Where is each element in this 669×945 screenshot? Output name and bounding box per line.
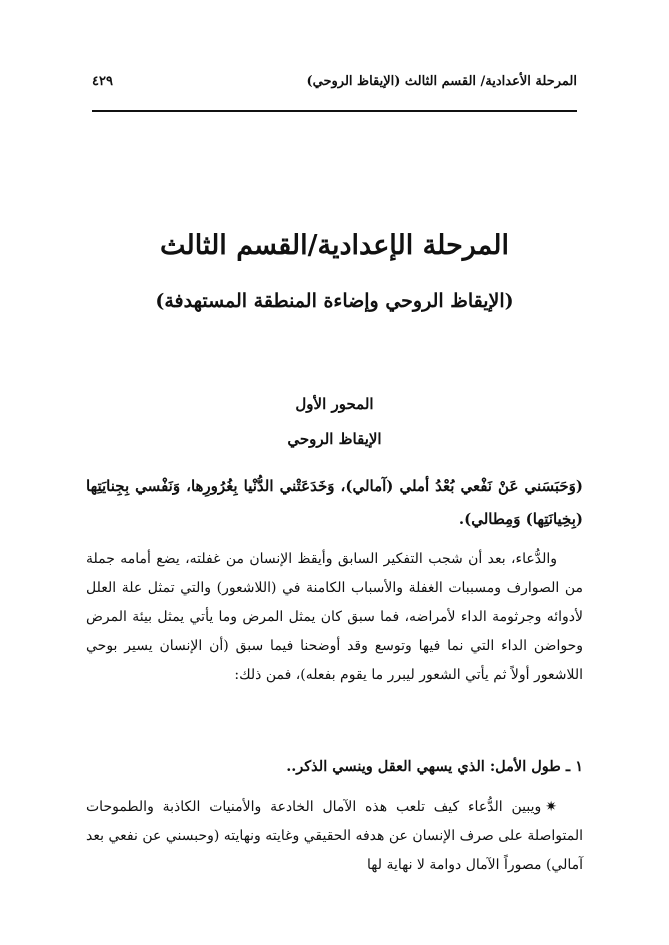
paragraph-intro — [86, 545, 583, 690]
chapter-subtitle: (الإيقاظ الروحي وإضاءة المنطقة المستهدفة) — [155, 290, 514, 312]
running-header — [92, 74, 577, 98]
item-number: ١ ـ — [565, 758, 583, 775]
header-rule — [92, 110, 577, 112]
item-title: طول الأمل: الذي يسهي العقل وينسي الذكر.. — [286, 758, 561, 775]
axis-title: الإيقاظ الروحي — [287, 430, 382, 448]
item-heading-1 — [86, 758, 583, 775]
paragraph-intro-text: والدُّعاء، بعد أن شجب التفكير السابق وأيقظ الإنسان من غفلته، يضع أمامه جملة من الصوارف ومسببات الغفلة والأسباب الكامنة في (اللاشعور) والتي تمثل علة العلل لأدوائه وجرثومة الداء لأمراضه، فما سبق كان يمثل المرض وما يأتي يمثل بيئة المرض وحواضن الداء التي نما فيها وتوسع وقد أوضحنا فيما سبق (أن الإنسان يسير بوحي اللاشعور أولاً ثم يأتي الشعور ليبرر ما يقوم بفعله)، فمن ذلك: — [86, 551, 583, 683]
paragraph-explanation-text: ويبين الدُّعاء كيف تلعب هذه الآمال الخادعة والأمنيات الكاذبة والطموحات المتواصلة على صرف الإنسان عن هدفه الحقيقي وغايته ونهايته (وحبسني عن نفعي بعد آمالي) مصوراً الآمال دوامة لا نهاية لها — [86, 799, 583, 873]
paragraph-explanation — [86, 793, 583, 880]
supplication-quote: (وَحَبَسَني عَنْ نَفْعي بُعْدُ أملي (آمالي)، وَخَدَعَتْني الدُّنْيا بِغُرُورِها، وَنَفْسي بِجِنايَتِها (بِخِيانَتِها) وَمِطالي). — [86, 477, 583, 528]
page-number: ٤٢٩ — [92, 74, 113, 89]
asterisk-bullet-icon: ✷ — [545, 799, 557, 815]
chapter-title: المرحلة الإعدادية/القسم الثالث — [159, 230, 510, 261]
paragraph-explanation-body — [86, 793, 583, 880]
running-title: المرحلة الأعدادية/ القسم الثالث (الإيقاظ الروحي) — [306, 74, 577, 89]
axis-label: المحور الأول — [295, 395, 374, 413]
